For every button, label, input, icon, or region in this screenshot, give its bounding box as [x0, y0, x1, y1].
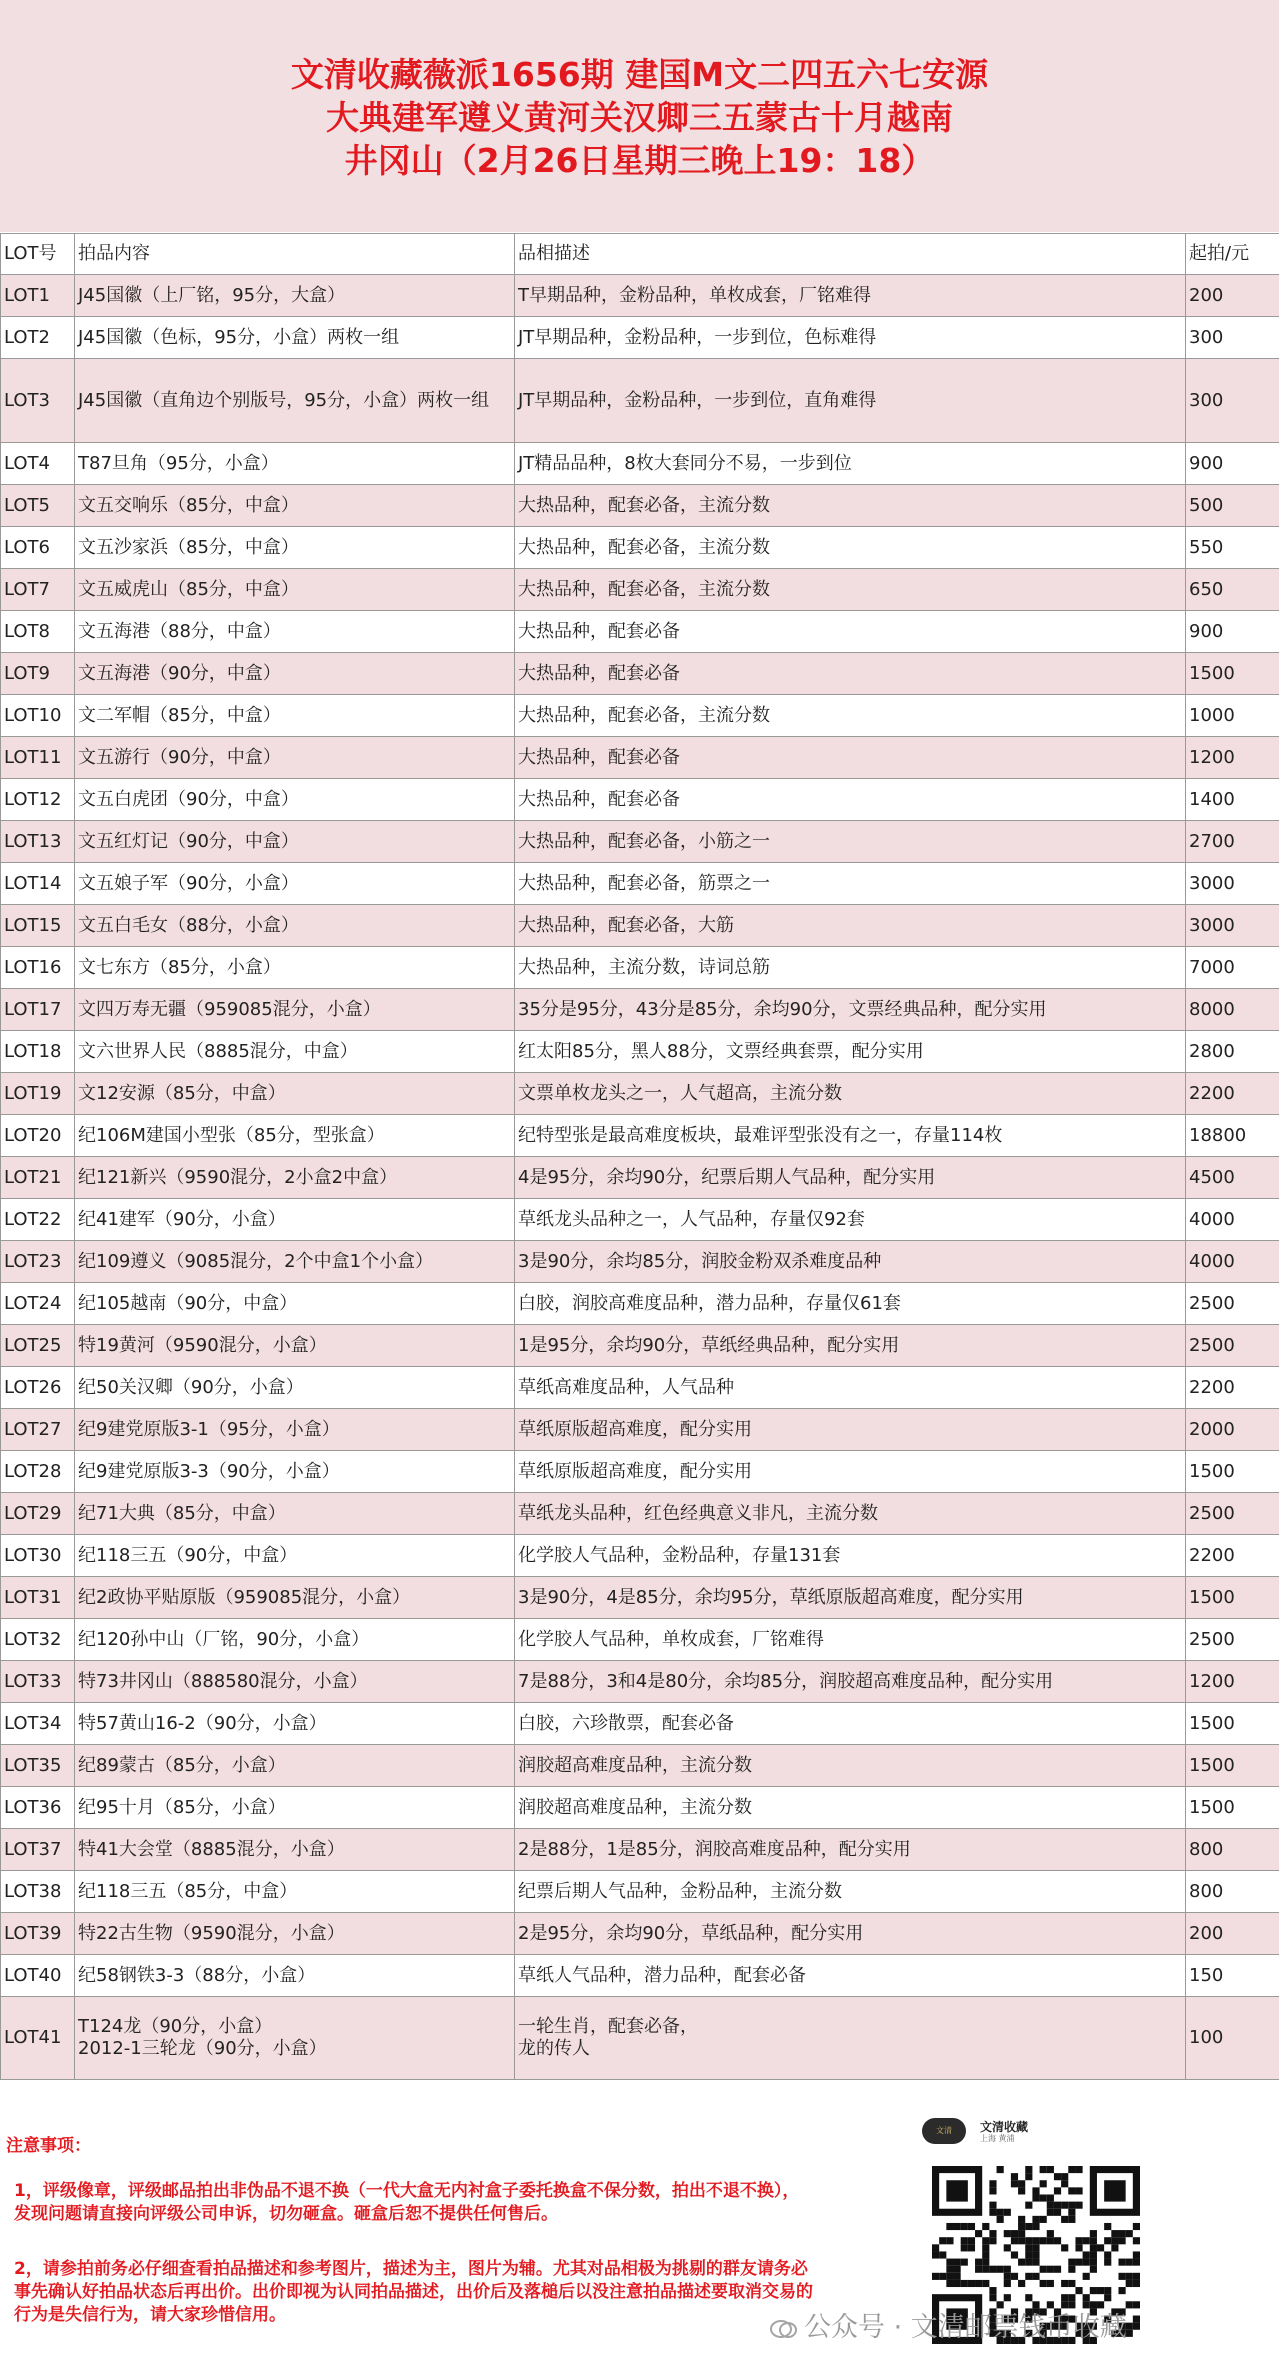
lot-number: LOT20: [1, 1115, 75, 1157]
lot-content: 文五海港（90分，中盒）: [75, 653, 515, 695]
notice-item-1: 1，评级像章，评级邮品拍出非伪品不退不换（一代大盒无内衬盒子委托换盒不保分数，拍出不退不换），发现问题请直接向评级公司申诉，切勿砸盒。砸盒后恕不提供任何售后。: [14, 2181, 800, 2224]
lot-number: LOT14: [1, 863, 75, 905]
lot-number: LOT17: [1, 989, 75, 1031]
table-row: [1, 317, 1279, 359]
lot-start-price: 800: [1186, 1871, 1279, 1913]
table-row: [1, 1199, 1279, 1241]
lot-number: LOT21: [1, 1157, 75, 1199]
lot-content: 纪71大典（85分，中盒）: [75, 1493, 515, 1535]
lot-description: 大热品种，主流分数，诗词总筋: [515, 947, 1186, 989]
lot-description: 润胶超高难度品种，主流分数: [515, 1787, 1186, 1829]
lot-content: 文四万寿无疆（959085混分，小盒）: [75, 989, 515, 1031]
lot-start-price: 500: [1186, 485, 1279, 527]
column-header-content: 拍品内容: [75, 234, 515, 275]
lot-description: 文票单枚龙头之一，人气超高，主流分数: [515, 1073, 1186, 1115]
lot-number: LOT2: [1, 317, 75, 359]
lot-content: 文五威虎山（85分，中盒）: [75, 569, 515, 611]
lot-start-price: 1500: [1186, 1451, 1279, 1493]
lot-description: [515, 1997, 1186, 2080]
lot-content: J45国徽（上厂铭，95分，大盒）: [75, 275, 515, 317]
brand-block: [922, 2118, 1122, 2148]
lot-number: LOT24: [1, 1283, 75, 1325]
lot-content: 纪50关汉卿（90分，小盒）: [75, 1367, 515, 1409]
column-header-lot: LOT号: [1, 234, 75, 275]
lot-number: LOT34: [1, 1703, 75, 1745]
lot-number: LOT36: [1, 1787, 75, 1829]
lot-start-price: 3000: [1186, 863, 1279, 905]
column-header-start-price: 起拍/元: [1186, 234, 1279, 275]
lot-description: 白胶，润胶高难度品种，潜力品种，存量仅61套: [515, 1283, 1186, 1325]
lot-start-price: 300: [1186, 317, 1279, 359]
lot-number: LOT33: [1, 1661, 75, 1703]
lot-content-line: T124龙（90分，小盒）: [78, 2016, 273, 2037]
table-row: [1, 905, 1279, 947]
lot-number: LOT35: [1, 1745, 75, 1787]
table-row: [1, 863, 1279, 905]
lot-start-price: 3000: [1186, 905, 1279, 947]
lot-start-price: 900: [1186, 611, 1279, 653]
header-title-line1: 文清收藏薇派1656期 建国M文二四五六七安源: [290, 55, 989, 94]
lot-description: 大热品种，配套必备，大筋: [515, 905, 1186, 947]
table-row: [1, 1535, 1279, 1577]
lot-description: 大热品种，配套必备: [515, 611, 1186, 653]
lot-description: 草纸龙头品种之一，人气品种，存量仅92套: [515, 1199, 1186, 1241]
table-row: [1, 1451, 1279, 1493]
lot-start-price: 1400: [1186, 779, 1279, 821]
table-row: [1, 1493, 1279, 1535]
lot-content: 纪106M建国小型张（85分，型张盒）: [75, 1115, 515, 1157]
lot-description-line: 龙的传人: [518, 2038, 590, 2059]
lot-start-price: 150: [1186, 1955, 1279, 1997]
notice-item-2: 2，请参拍前务必仔细查看拍品描述和参考图片，描述为主，图片为辅。尤其对品相极为挑剔的群友请务必事先确认好拍品状态后再出价。出价即视为认同拍品描述，出价后及落槌后以没注意拍品描述要取消交易的行为是失信行为，请大家珍惜信用。: [14, 2259, 813, 2325]
brand-name: 文清收藏: [980, 2120, 1029, 2134]
lot-start-price: 1200: [1186, 1661, 1279, 1703]
lot-start-price: 200: [1186, 275, 1279, 317]
lot-start-price: 900: [1186, 443, 1279, 485]
lot-number: LOT13: [1, 821, 75, 863]
lot-start-price: 300: [1186, 359, 1279, 443]
lot-start-price: 550: [1186, 527, 1279, 569]
column-header-description: 品相描述: [515, 234, 1186, 275]
table-row: [1, 1997, 1279, 2080]
lot-content: 文五红灯记（90分，中盒）: [75, 821, 515, 863]
header-title-line2: 大典建军遵义黄河关汉卿三五蒙古十月越南: [326, 98, 953, 137]
lot-start-price: 2200: [1186, 1367, 1279, 1409]
lot-start-price: 2700: [1186, 821, 1279, 863]
lot-number: LOT9: [1, 653, 75, 695]
lot-number: LOT25: [1, 1325, 75, 1367]
lot-description: 草纸原版超高难度，配分实用: [515, 1409, 1186, 1451]
lot-description: 草纸人气品种，潜力品种，配套必备: [515, 1955, 1186, 1997]
auction-header: [0, 0, 1279, 232]
table-row: [1, 821, 1279, 863]
lot-start-price: 2500: [1186, 1283, 1279, 1325]
lot-description: 红太阳85分，黑人88分，文票经典套票，配分实用: [515, 1031, 1186, 1073]
brand-subtitle: 上海 黄浦: [980, 2134, 1015, 2143]
lot-content: 文五游行（90分，中盒）: [75, 737, 515, 779]
lot-number: LOT16: [1, 947, 75, 989]
lot-number: LOT37: [1, 1829, 75, 1871]
notice-title: 注意事项：: [6, 2136, 91, 2156]
lot-number: LOT32: [1, 1619, 75, 1661]
lot-description: 3是90分，4是85分，余均95分，草纸原版超高难度，配分实用: [515, 1577, 1186, 1619]
lot-description: 2是88分，1是85分，润胶高难度品种，配分实用: [515, 1829, 1186, 1871]
lot-content: 纪120孙中山（厂铭，90分，小盒）: [75, 1619, 515, 1661]
lot-number: LOT18: [1, 1031, 75, 1073]
lot-content: 特22古生物（9590混分，小盒）: [75, 1913, 515, 1955]
lot-content: 纪2政协平贴原版（959085混分，小盒）: [75, 1577, 515, 1619]
lot-start-price: 2500: [1186, 1493, 1279, 1535]
lot-number: LOT6: [1, 527, 75, 569]
lot-content: 纪9建党原版3-1（95分，小盒）: [75, 1409, 515, 1451]
lot-description: T早期品种，金粉品种，单枚成套，厂铭难得: [515, 275, 1186, 317]
table-row: [1, 1073, 1279, 1115]
table-row: [1, 1367, 1279, 1409]
lot-number: LOT4: [1, 443, 75, 485]
lot-description: 草纸龙头品种，红色经典意义非凡，主流分数: [515, 1493, 1186, 1535]
lot-number: LOT1: [1, 275, 75, 317]
lot-content: 纪9建党原版3-3（90分，小盒）: [75, 1451, 515, 1493]
lot-content: 纪58钢铁3-3（88分，小盒）: [75, 1955, 515, 1997]
table-row: [1, 1619, 1279, 1661]
lot-content: 特19黄河（9590混分，小盒）: [75, 1325, 515, 1367]
lot-number: LOT28: [1, 1451, 75, 1493]
table-row: [1, 443, 1279, 485]
lot-start-price: 4000: [1186, 1199, 1279, 1241]
lot-number: LOT26: [1, 1367, 75, 1409]
table-header-row: [1, 234, 1279, 275]
lot-description: 纪特型张是最高难度板块，最难评型张没有之一，存量114枚: [515, 1115, 1186, 1157]
table-row: [1, 1787, 1279, 1829]
lot-start-price: 2800: [1186, 1031, 1279, 1073]
lot-description: JT早期品种，金粉品种，一步到位，直角难得: [515, 359, 1186, 443]
lot-description: 35分是95分，43分是85分，余均90分，文票经典品种，配分实用: [515, 989, 1186, 1031]
lot-start-price: 1500: [1186, 1703, 1279, 1745]
table-row: [1, 485, 1279, 527]
lot-content: 文五娘子军（90分，小盒）: [75, 863, 515, 905]
lot-number: LOT11: [1, 737, 75, 779]
lot-content: 文五白虎团（90分，中盒）: [75, 779, 515, 821]
lot-start-price: 2500: [1186, 1619, 1279, 1661]
lot-description: 3是90分，余均85分，润胶金粉双杀难度品种: [515, 1241, 1186, 1283]
lot-content: 文二军帽（85分，中盒）: [75, 695, 515, 737]
table-row: [1, 1703, 1279, 1745]
lot-start-price: 200: [1186, 1913, 1279, 1955]
table-row: [1, 569, 1279, 611]
lot-content: J45国徽（直角边个别版号，95分，小盒）两枚一组: [75, 359, 515, 443]
table-row: [1, 779, 1279, 821]
lot-content: 文六世界人民（8885混分，中盒）: [75, 1031, 515, 1073]
lot-start-price: 4000: [1186, 1241, 1279, 1283]
lot-start-price: 1200: [1186, 737, 1279, 779]
lot-description: JT早期品种，金粉品种，一步到位，色标难得: [515, 317, 1186, 359]
lot-start-price: 1000: [1186, 695, 1279, 737]
watermark: [770, 2305, 1127, 2341]
lot-start-price: 2200: [1186, 1535, 1279, 1577]
lot-content: [75, 1997, 515, 2080]
table-row: [1, 737, 1279, 779]
table-row: [1, 653, 1279, 695]
lot-number: LOT31: [1, 1577, 75, 1619]
brand-seal-icon: 文清: [922, 2118, 966, 2144]
lot-content: T87旦角（95分，小盒）: [75, 443, 515, 485]
lot-number: LOT19: [1, 1073, 75, 1115]
table-row: [1, 1283, 1279, 1325]
lot-description: 大热品种，配套必备，筋票之一: [515, 863, 1186, 905]
lot-start-price: 1500: [1186, 1787, 1279, 1829]
lot-content: 文五白毛女（88分，小盒）: [75, 905, 515, 947]
lot-number: LOT30: [1, 1535, 75, 1577]
lot-content: 特57黄山16-2（90分，小盒）: [75, 1703, 515, 1745]
lot-start-price: 2200: [1186, 1073, 1279, 1115]
lot-description: 化学胶人气品种，单枚成套，厂铭难得: [515, 1619, 1186, 1661]
table-row: [1, 1031, 1279, 1073]
lot-description: 1是95分，余均90分，草纸经典品种，配分实用: [515, 1325, 1186, 1367]
table-row: [1, 947, 1279, 989]
lot-description: 大热品种，配套必备: [515, 653, 1186, 695]
lot-content: 特41大会堂（8885混分，小盒）: [75, 1829, 515, 1871]
lot-content: 文12安源（85分，中盒）: [75, 1073, 515, 1115]
table-row: [1, 1157, 1279, 1199]
table-row: [1, 1955, 1279, 1997]
table-row: [1, 1661, 1279, 1703]
lot-content: 纪95十月（85分，小盒）: [75, 1787, 515, 1829]
lot-number: LOT15: [1, 905, 75, 947]
lot-start-price: 18800: [1186, 1115, 1279, 1157]
lot-description: 大热品种，配套必备，主流分数: [515, 695, 1186, 737]
lot-start-price: 100: [1186, 1997, 1279, 2080]
lot-description: 化学胶人气品种，金粉品种，存量131套: [515, 1535, 1186, 1577]
table-row: [1, 611, 1279, 653]
table-row: [1, 1241, 1279, 1283]
lot-number: LOT27: [1, 1409, 75, 1451]
lot-content-line: 2012-1三轮龙（90分，小盒）: [78, 2038, 327, 2059]
table-row: [1, 275, 1279, 317]
lot-start-price: 8000: [1186, 989, 1279, 1031]
table-row: [1, 1115, 1279, 1157]
watermark-text: 公众号 · 文清邮票钱币收藏: [804, 2312, 1127, 2343]
table-row: [1, 359, 1279, 443]
lot-content: 文五沙家浜（85分，中盒）: [75, 527, 515, 569]
table-row: [1, 1829, 1279, 1871]
lot-description: 7是88分，3和4是80分，余均85分，润胶超高难度品种，配分实用: [515, 1661, 1186, 1703]
lot-content: 文五交响乐（85分，中盒）: [75, 485, 515, 527]
lot-description: 大热品种，配套必备: [515, 737, 1186, 779]
lot-start-price: 1500: [1186, 1745, 1279, 1787]
lot-number: LOT22: [1, 1199, 75, 1241]
table-row: [1, 1871, 1279, 1913]
lot-start-price: 1500: [1186, 653, 1279, 695]
lot-table-body: [1, 275, 1279, 2080]
lot-description: 2是95分，余均90分，草纸品种，配分实用: [515, 1913, 1186, 1955]
lot-content: 文五海港（88分，中盒）: [75, 611, 515, 653]
lot-description: 白胶，六珍散票，配套必备: [515, 1703, 1186, 1745]
lot-description: 大热品种，配套必备，主流分数: [515, 569, 1186, 611]
lot-description: 4是95分，余均90分，纪票后期人气品种，配分实用: [515, 1157, 1186, 1199]
lot-number: LOT3: [1, 359, 75, 443]
table-row: [1, 1409, 1279, 1451]
table-row: [1, 527, 1279, 569]
wechat-official-account-icon: [770, 2318, 798, 2340]
lot-number: LOT5: [1, 485, 75, 527]
lot-description: 大热品种，配套必备: [515, 779, 1186, 821]
header-title-line3: 井冈山（2月26日星期三晚上19：18）: [344, 141, 935, 180]
lot-description: 草纸原版超高难度，配分实用: [515, 1451, 1186, 1493]
lot-description: 大热品种，配套必备，小筋之一: [515, 821, 1186, 863]
lot-content: 纪118三五（90分，中盒）: [75, 1535, 515, 1577]
table-row: [1, 695, 1279, 737]
table-row: [1, 1577, 1279, 1619]
lot-content: 纪121新兴（9590混分，2小盒2中盒）: [75, 1157, 515, 1199]
lot-description: 润胶超高难度品种，主流分数: [515, 1745, 1186, 1787]
lot-start-price: 1500: [1186, 1577, 1279, 1619]
table-row: [1, 1745, 1279, 1787]
lot-description: JT精品品种，8枚大套同分不易，一步到位: [515, 443, 1186, 485]
lot-description: 大热品种，配套必备，主流分数: [515, 527, 1186, 569]
lot-number: LOT41: [1, 1997, 75, 2080]
lot-content: 纪109遵义（9085混分，2个中盒1个小盒）: [75, 1241, 515, 1283]
lot-content: 纪41建军（90分，小盒）: [75, 1199, 515, 1241]
table-row: [1, 1325, 1279, 1367]
lot-start-price: 2500: [1186, 1325, 1279, 1367]
lot-number: LOT12: [1, 779, 75, 821]
lot-number: LOT29: [1, 1493, 75, 1535]
lot-content: J45国徽（色标，95分，小盒）两枚一组: [75, 317, 515, 359]
lot-content: 纪105越南（90分，中盒）: [75, 1283, 515, 1325]
lot-content: 纪89蒙古（85分，小盒）: [75, 1745, 515, 1787]
table-row: [1, 1913, 1279, 1955]
lot-start-price: 2000: [1186, 1409, 1279, 1451]
lot-number: LOT38: [1, 1871, 75, 1913]
lot-description: 草纸高难度品种，人气品种: [515, 1367, 1186, 1409]
lot-number: LOT40: [1, 1955, 75, 1997]
lot-description-line: 一轮生肖，配套必备，: [518, 2016, 698, 2037]
lot-content: 文七东方（85分，小盒）: [75, 947, 515, 989]
lot-content: 特73井冈山（888580混分，小盒）: [75, 1661, 515, 1703]
lot-number: LOT10: [1, 695, 75, 737]
lot-start-price: 7000: [1186, 947, 1279, 989]
lot-number: LOT7: [1, 569, 75, 611]
lot-start-price: 800: [1186, 1829, 1279, 1871]
lot-description: 纪票后期人气品种，金粉品种，主流分数: [515, 1871, 1186, 1913]
lot-description: 大热品种，配套必备，主流分数: [515, 485, 1186, 527]
lot-start-price: 650: [1186, 569, 1279, 611]
lot-number: LOT39: [1, 1913, 75, 1955]
lot-start-price: 4500: [1186, 1157, 1279, 1199]
table-row: [1, 989, 1279, 1031]
lot-number: LOT23: [1, 1241, 75, 1283]
lot-table: [0, 233, 1279, 2080]
lot-number: LOT8: [1, 611, 75, 653]
lot-content: 纪118三五（85分，中盒）: [75, 1871, 515, 1913]
